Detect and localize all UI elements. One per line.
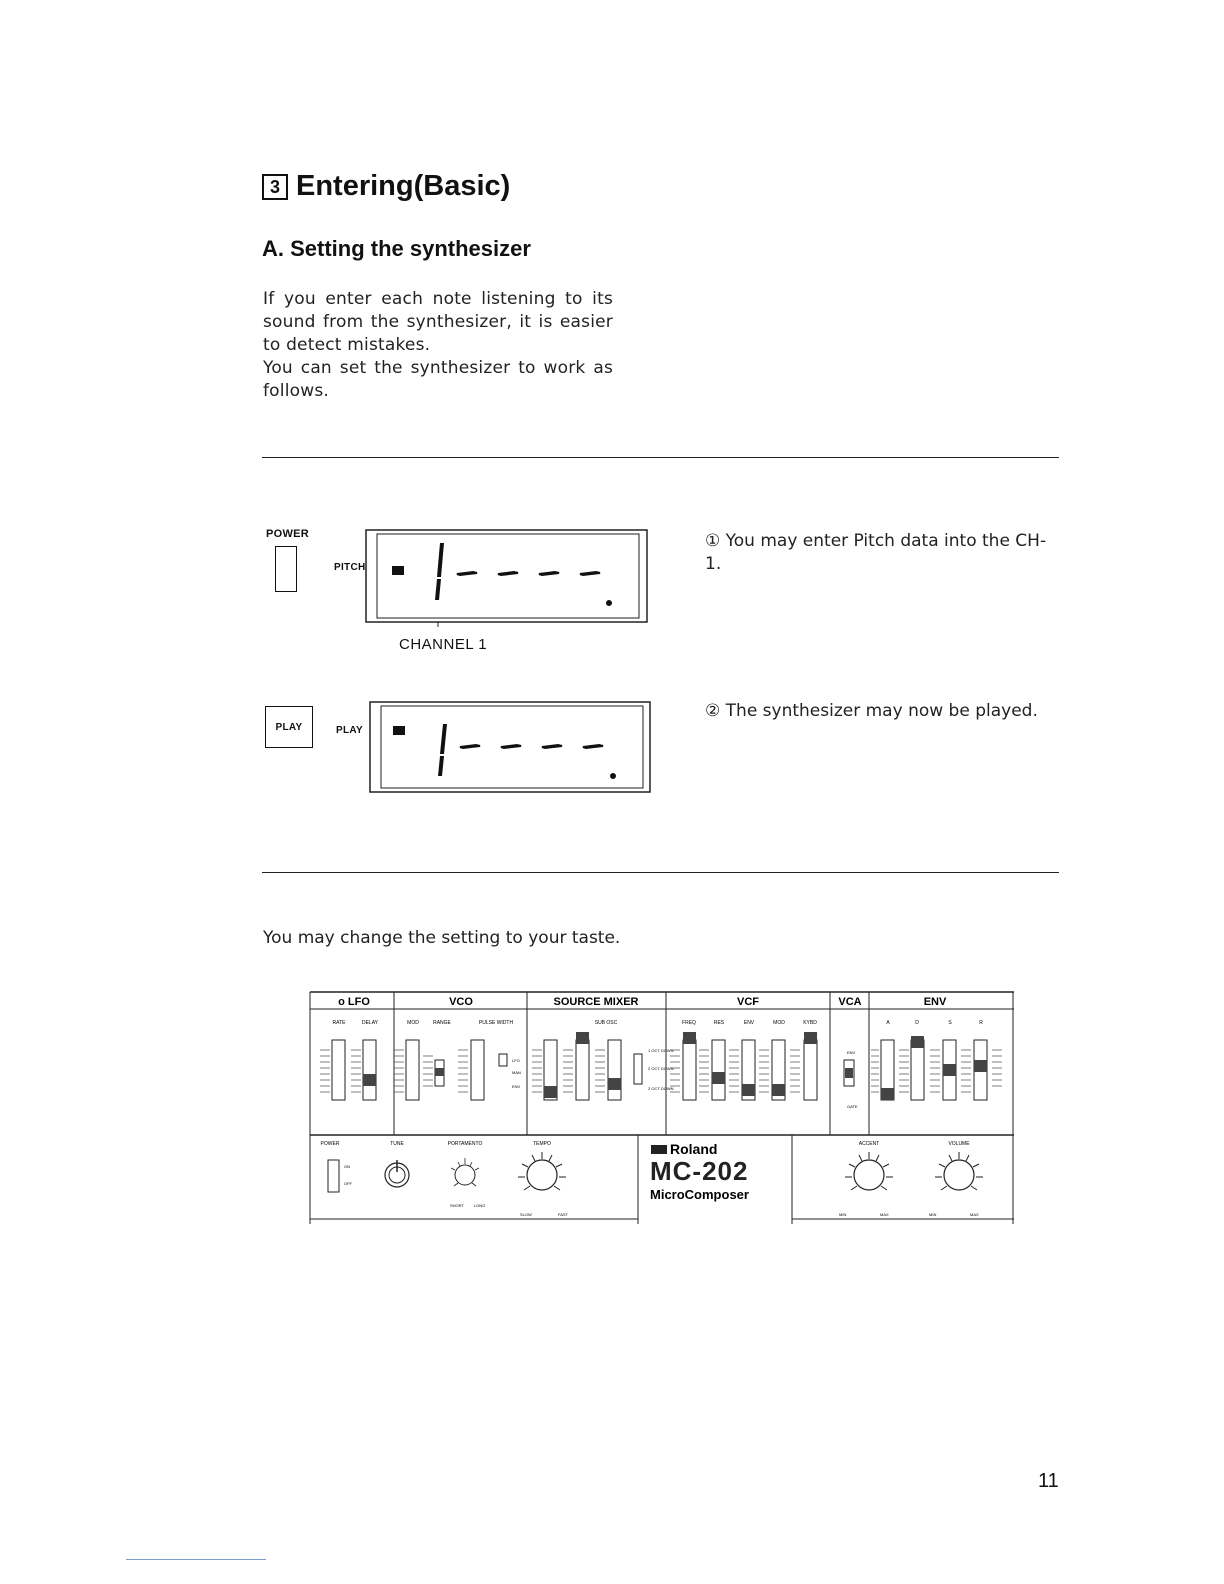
power-button[interactable] — [275, 546, 297, 592]
mixer-title: SOURCE MIXER — [553, 996, 639, 1008]
footer-line — [126, 1559, 266, 1560]
slider-label: RANGE — [433, 1020, 451, 1026]
section-title: Entering(Basic) — [296, 170, 511, 202]
subsection-title: A. Setting the synthesizer — [262, 236, 531, 261]
play-display — [369, 699, 654, 795]
channel-caption: CHANNEL 1 — [399, 636, 488, 653]
section-heading — [262, 170, 510, 203]
closing-text: You may change the setting to your taste. — [263, 928, 621, 948]
synth-panel — [308, 988, 1016, 1228]
range-label: LONG — [474, 1203, 486, 1208]
slider-label: SUB OSC — [594, 1020, 618, 1026]
step-1-text — [705, 530, 1050, 576]
slider-label: MOD — [407, 1020, 419, 1026]
slider-label: RATE — [332, 1020, 346, 1026]
lfo-title: o LFO — [338, 996, 370, 1008]
slider-label: ENV — [743, 1020, 755, 1026]
control-label: POWER — [320, 1141, 340, 1147]
env-title: ENV — [923, 996, 947, 1008]
switch-label: LFO — [512, 1058, 520, 1063]
range-label: MIN — [929, 1212, 937, 1217]
switch-label: ENV — [512, 1084, 521, 1089]
step-2-instruction: The synthesizer may now be played. — [725, 701, 1038, 721]
intro-paragraph: You can set the synthesizer to work as follows. — [263, 358, 613, 401]
slider-label: S — [948, 1020, 952, 1026]
divider — [262, 872, 1059, 873]
play-button[interactable] — [265, 706, 313, 748]
slider-label: DELAY — [361, 1020, 379, 1026]
step-1-marker: ① — [705, 531, 721, 551]
control-label: PORTAMENTO — [447, 1141, 483, 1147]
switch-label: 1 OCT DOWN — [648, 1048, 674, 1053]
page-number: 11 — [1038, 1470, 1059, 1492]
switch-label: 2 OCT DOWN — [648, 1066, 674, 1071]
range-label: MAX — [880, 1212, 889, 1217]
divider — [262, 457, 1059, 458]
vco-title: VCO — [449, 996, 473, 1008]
intro-paragraph: If you enter each note listening to its sound from the synthesizer, it is easier to detect mistakes. — [263, 289, 613, 355]
model-logo: MC-202 — [650, 1156, 749, 1186]
control-label: VOLUME — [948, 1141, 970, 1147]
slider-label: R — [979, 1020, 983, 1026]
power-off-label: OFF — [344, 1181, 352, 1186]
control-label: TUNE — [390, 1141, 404, 1147]
vca-title: VCA — [838, 996, 862, 1008]
model-name: MicroComposer — [650, 1187, 749, 1202]
play-display-label: PLAY — [336, 725, 363, 736]
slider-label: RES — [713, 1020, 725, 1026]
synth-panel-drawing — [308, 988, 1016, 1228]
roland-logo-icon — [651, 1145, 667, 1154]
power-on-label: ON — [344, 1164, 350, 1169]
step-2-text — [705, 700, 1060, 723]
range-label: FAST — [558, 1212, 569, 1217]
range-label: MAX — [970, 1212, 979, 1217]
slider-label: PULSE WIDTH — [478, 1020, 514, 1026]
pitch-display-label: PITCH — [334, 562, 366, 573]
play-button-label: PLAY — [275, 721, 303, 733]
vcf-title: VCF — [737, 996, 759, 1008]
control-label: TEMPO — [533, 1141, 551, 1147]
section-number-box: 3 — [262, 174, 288, 200]
range-label: SLOW — [520, 1212, 532, 1217]
slider-label: FREQ — [682, 1020, 696, 1026]
switch-label: GATE — [847, 1104, 858, 1109]
pitch-display — [365, 527, 650, 627]
control-label: ACCENT — [858, 1141, 880, 1147]
switch-label: 2 OCT DOWN — [648, 1086, 674, 1091]
switch-label: ENV — [847, 1050, 856, 1055]
brand-name: Roland — [670, 1141, 718, 1157]
power-button-label: POWER — [266, 528, 310, 540]
slider-label: D — [915, 1020, 919, 1026]
slider-label: MOD — [773, 1020, 785, 1026]
step-1-instruction: You may enter Pitch data into the CH-1. — [705, 531, 1047, 574]
range-label: SHORT — [450, 1203, 464, 1208]
slider-label: A — [886, 1020, 890, 1026]
intro-text — [263, 288, 613, 403]
step-2-marker: ② — [705, 701, 721, 721]
range-label: MIN — [839, 1212, 847, 1217]
switch-label: MAN — [512, 1070, 521, 1075]
slider-label: KYBD — [803, 1020, 817, 1026]
